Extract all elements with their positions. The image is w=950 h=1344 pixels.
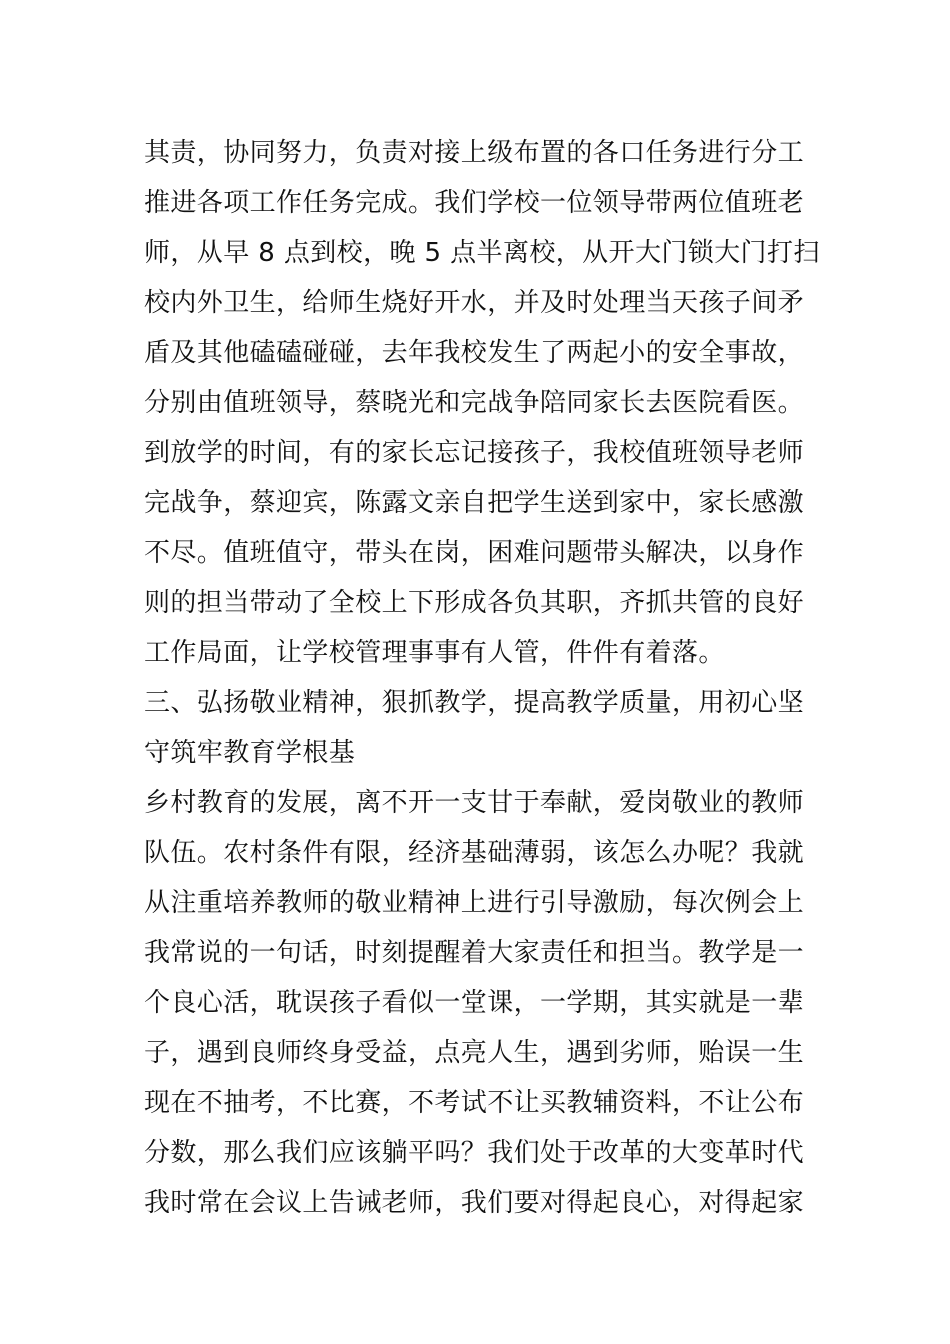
- text-line: 从注重培养教师的敬业精神上进行引导激励，每次例会上: [144, 888, 805, 918]
- text-line: 现在不抽考，不比赛，不考试不让买教辅资料，不让公布: [144, 1088, 805, 1118]
- text-line: 完战争，蔡迎宾，陈露文亲自把学生送到家中，家长感激: [144, 488, 805, 518]
- text-line: 则的担当带动了全校上下形成各负其职，齐抓共管的良好: [144, 588, 805, 618]
- text-line: 分数，那么我们应该躺平吗？我们处于改革的大变革时代: [144, 1138, 805, 1168]
- text-line: 到放学的时间，有的家长忘记接孩子，我校值班领导老师: [144, 438, 805, 468]
- text-line: 分别由值班领导，蔡晓光和完战争陪同家长去医院看医。: [144, 388, 805, 418]
- text-line: 盾及其他磕磕碰碰，去年我校发生了两起小的安全事故，: [144, 338, 805, 368]
- section-heading-line: 守筑牢教育学根基: [144, 738, 356, 768]
- text-line: 子，遇到良师终身受益，点亮人生，遇到劣师，贻误一生: [144, 1038, 805, 1068]
- text-line: 推进各项工作任务完成。我们学校一位领导带两位值班老: [144, 188, 805, 218]
- text-line: 校内外卫生，给师生烧好开水，并及时处理当天孩子间矛: [144, 288, 805, 318]
- text-line: 不尽。值班值守，带头在岗，困难问题带头解决，以身作: [144, 538, 805, 568]
- text-line: 工作局面，让学校管理事事有人管，件件有着落。: [144, 638, 725, 668]
- section-heading-line: 三、弘扬敬业精神，狠抓教学，提高教学质量，用初心坚: [144, 688, 805, 718]
- text-line: 乡村教育的发展，离不开一支甘于奉献，爱岗敬业的教师: [144, 788, 805, 818]
- text-line: 其责，协同努力，负责对接上级布置的各口任务进行分工: [144, 138, 805, 168]
- text-line: 个良心活，耽误孩子看似一堂课，一学期，其实就是一辈: [144, 988, 805, 1018]
- text-line: 我常说的一句话，时刻提醒着大家责任和担当。教学是一: [144, 938, 805, 968]
- text-line: 师，从早 8 点到校，晚 5 点半离校，从开大门锁大门打扫: [144, 238, 820, 268]
- text-line: 队伍。农村条件有限，经济基础薄弱，该怎么办呢？我就: [144, 838, 805, 868]
- text-line: 我时常在会议上告诫老师，我们要对得起良心，对得起家: [144, 1188, 805, 1218]
- body-text: [144, 128, 824, 1228]
